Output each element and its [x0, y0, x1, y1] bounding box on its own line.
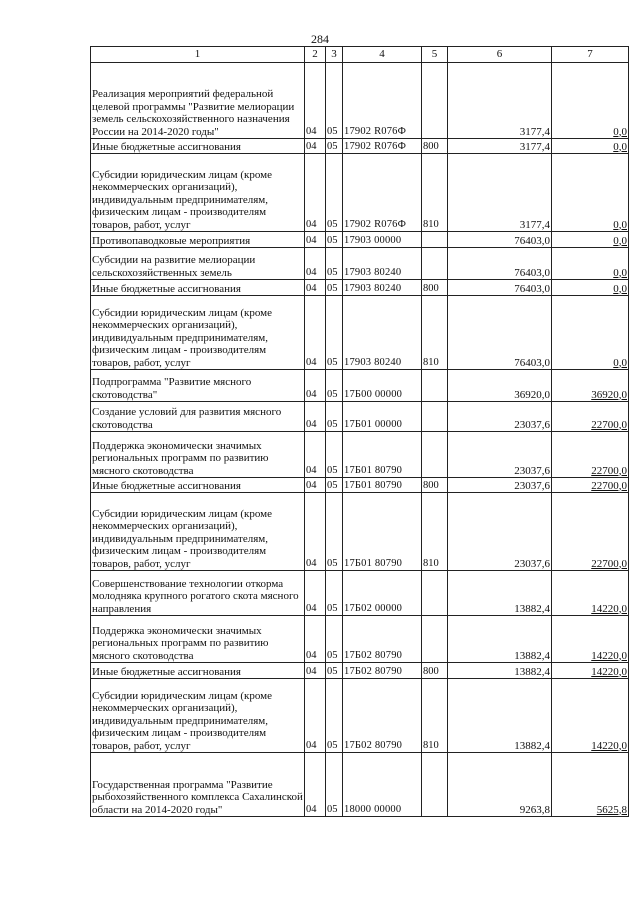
row-amount-1: 3177,4: [448, 139, 552, 154]
row-expense-type: 800: [422, 663, 448, 679]
row-amount-2: 0,0: [552, 248, 629, 280]
row-expense-type: [422, 63, 448, 139]
row-name: Субсидии юридическим лицам (кроме некоммерческих организаций), индивидуальным предпринимателям, физическим лицам - производителям товаров, работ, услуг: [91, 296, 305, 370]
row-name: Иные бюджетные ассигнования: [91, 478, 305, 493]
row-amount-2: 14220,0: [552, 616, 629, 663]
row-section: 04: [305, 478, 326, 493]
table-row: [91, 571, 629, 616]
row-section: 04: [305, 616, 326, 663]
row-subsection: 05: [326, 616, 343, 663]
row-section: 04: [305, 402, 326, 432]
row-target-article: 17Б02 80790: [343, 679, 422, 753]
row-subsection: 05: [326, 753, 343, 817]
table-row: [91, 432, 629, 478]
row-name: Поддержка экономически значимых региональных программ по развитию мясного скотоводства: [91, 432, 305, 478]
row-expense-type: [422, 370, 448, 402]
row-subsection: 05: [326, 154, 343, 232]
row-subsection: 05: [326, 63, 343, 139]
row-subsection: 05: [326, 663, 343, 679]
table-row: [91, 63, 629, 139]
row-target-article: 17Б00 00000: [343, 370, 422, 402]
row-target-article: 17Б01 80790: [343, 478, 422, 493]
row-expense-type: 810: [422, 679, 448, 753]
col-header-7: 7: [552, 47, 629, 63]
row-amount-1: 76403,0: [448, 280, 552, 296]
row-target-article: 17Б02 00000: [343, 571, 422, 616]
row-name: Иные бюджетные ассигнования: [91, 663, 305, 679]
table-row: [91, 248, 629, 280]
row-amount-2: 22700,0: [552, 432, 629, 478]
row-expense-type: 800: [422, 280, 448, 296]
row-amount-1: 3177,4: [448, 63, 552, 139]
table-row: [91, 370, 629, 402]
row-amount-1: 13882,4: [448, 679, 552, 753]
row-section: 04: [305, 663, 326, 679]
row-target-article: 17Б02 80790: [343, 663, 422, 679]
row-section: 04: [305, 370, 326, 402]
row-target-article: 17903 80240: [343, 296, 422, 370]
row-target-article: 17903 80240: [343, 280, 422, 296]
row-amount-2: 0,0: [552, 232, 629, 248]
row-expense-type: [422, 571, 448, 616]
row-amount-1: 13882,4: [448, 616, 552, 663]
table-row: [91, 154, 629, 232]
row-subsection: 05: [326, 232, 343, 248]
row-section: 04: [305, 232, 326, 248]
row-name: Субсидии на развитие мелиорации сельскохозяйственных земель: [91, 248, 305, 280]
row-section: 04: [305, 154, 326, 232]
col-header-5: 5: [422, 47, 448, 63]
table-row: [91, 139, 629, 154]
col-header-1: 1: [91, 47, 305, 63]
row-amount-2: 14220,0: [552, 571, 629, 616]
row-subsection: 05: [326, 296, 343, 370]
row-name: Реализация мероприятий федеральной целевой программы "Развитие мелиорации земель сельскохозяйственного назначения России на 2014-2020 годы": [91, 63, 305, 139]
row-section: 04: [305, 139, 326, 154]
row-amount-2: 0,0: [552, 139, 629, 154]
row-subsection: 05: [326, 478, 343, 493]
row-name: Противопаводковые мероприятия: [91, 232, 305, 248]
row-amount-2: 0,0: [552, 296, 629, 370]
row-subsection: 05: [326, 248, 343, 280]
row-amount-2: 14220,0: [552, 679, 629, 753]
row-name: Подпрограмма "Развитие мясного скотоводства": [91, 370, 305, 402]
row-expense-type: 800: [422, 478, 448, 493]
row-name: Субсидии юридическим лицам (кроме некоммерческих организаций), индивидуальным предпринимателям, физическим лицам - производителям товаров, работ, услуг: [91, 493, 305, 571]
table-row: [91, 232, 629, 248]
row-expense-type: 810: [422, 493, 448, 571]
row-amount-1: 76403,0: [448, 232, 552, 248]
row-name: Государственная программа "Развитие рыбохозяйственного комплекса Сахалинской области на 2014-2020 годы": [91, 753, 305, 817]
row-target-article: 17903 00000: [343, 232, 422, 248]
row-expense-type: 810: [422, 154, 448, 232]
row-section: 04: [305, 493, 326, 571]
row-section: 04: [305, 679, 326, 753]
row-section: 04: [305, 432, 326, 478]
row-subsection: 05: [326, 432, 343, 478]
table-row: [91, 493, 629, 571]
row-amount-1: 13882,4: [448, 571, 552, 616]
row-section: 04: [305, 63, 326, 139]
table-row: [91, 296, 629, 370]
row-amount-2: 0,0: [552, 63, 629, 139]
page-number: 284: [311, 32, 329, 46]
header-row: [91, 47, 629, 63]
table-row: [91, 753, 629, 817]
row-expense-type: [422, 248, 448, 280]
row-expense-type: 800: [422, 139, 448, 154]
row-amount-1: 23037,6: [448, 493, 552, 571]
row-amount-2: 22700,0: [552, 478, 629, 493]
row-section: 04: [305, 296, 326, 370]
row-amount-1: 9263,8: [448, 753, 552, 817]
row-name: Иные бюджетные ассигнования: [91, 280, 305, 296]
row-subsection: 05: [326, 493, 343, 571]
row-name: Поддержка экономически значимых региональных программ по развитию мясного скотоводства: [91, 616, 305, 663]
row-target-article: 17902 R076Ф: [343, 63, 422, 139]
col-header-4: 4: [343, 47, 422, 63]
row-target-article: 17Б01 80790: [343, 432, 422, 478]
row-amount-1: 23037,6: [448, 402, 552, 432]
table-row: [91, 402, 629, 432]
row-expense-type: [422, 616, 448, 663]
row-name: Субсидии юридическим лицам (кроме некоммерческих организаций), индивидуальным предпринимателям, физическим лицам - производителям товаров, работ, услуг: [91, 154, 305, 232]
table-row: [91, 616, 629, 663]
row-amount-1: 23037,6: [448, 478, 552, 493]
row-amount-2: 22700,0: [552, 493, 629, 571]
row-target-article: 17Б02 80790: [343, 616, 422, 663]
row-subsection: 05: [326, 402, 343, 432]
row-amount-1: 76403,0: [448, 296, 552, 370]
row-subsection: 05: [326, 370, 343, 402]
row-amount-2: 5625,8: [552, 753, 629, 817]
row-subsection: 05: [326, 280, 343, 296]
row-section: 04: [305, 571, 326, 616]
row-subsection: 05: [326, 571, 343, 616]
row-expense-type: 810: [422, 296, 448, 370]
row-target-article: 18000 00000: [343, 753, 422, 817]
row-target-article: 17Б01 00000: [343, 402, 422, 432]
row-name: Совершенствование технологии откорма молодняка крупного рогатого скота мясного направления: [91, 571, 305, 616]
row-expense-type: [422, 402, 448, 432]
row-target-article: 17903 80240: [343, 248, 422, 280]
row-target-article: 17902 R076Ф: [343, 139, 422, 154]
table-row: [91, 679, 629, 753]
col-header-6: 6: [448, 47, 552, 63]
row-amount-1: 13882,4: [448, 663, 552, 679]
row-section: 04: [305, 753, 326, 817]
row-expense-type: [422, 232, 448, 248]
row-section: 04: [305, 280, 326, 296]
row-subsection: 05: [326, 139, 343, 154]
budget-table: [90, 46, 629, 817]
table-row: [91, 478, 629, 493]
row-amount-2: 14220,0: [552, 663, 629, 679]
col-header-2: 2: [305, 47, 326, 63]
col-header-3: 3: [326, 47, 343, 63]
row-target-article: 17Б01 80790: [343, 493, 422, 571]
row-amount-1: 3177,4: [448, 154, 552, 232]
row-name: Иные бюджетные ассигнования: [91, 139, 305, 154]
table-row: [91, 663, 629, 679]
row-name: Субсидии юридическим лицам (кроме некоммерческих организаций), индивидуальным предпринимателям, физическим лицам - производителям товаров, работ, услуг: [91, 679, 305, 753]
row-amount-2: 36920,0: [552, 370, 629, 402]
row-expense-type: [422, 432, 448, 478]
row-amount-1: 36920,0: [448, 370, 552, 402]
row-amount-1: 23037,6: [448, 432, 552, 478]
row-amount-2: 22700,0: [552, 402, 629, 432]
row-target-article: 17902 R076Ф: [343, 154, 422, 232]
table-row: [91, 280, 629, 296]
row-section: 04: [305, 248, 326, 280]
row-amount-1: 76403,0: [448, 248, 552, 280]
row-amount-2: 0,0: [552, 154, 629, 232]
row-name: Создание условий для развития мясного скотоводства: [91, 402, 305, 432]
row-amount-2: 0,0: [552, 280, 629, 296]
row-expense-type: [422, 753, 448, 817]
row-subsection: 05: [326, 679, 343, 753]
